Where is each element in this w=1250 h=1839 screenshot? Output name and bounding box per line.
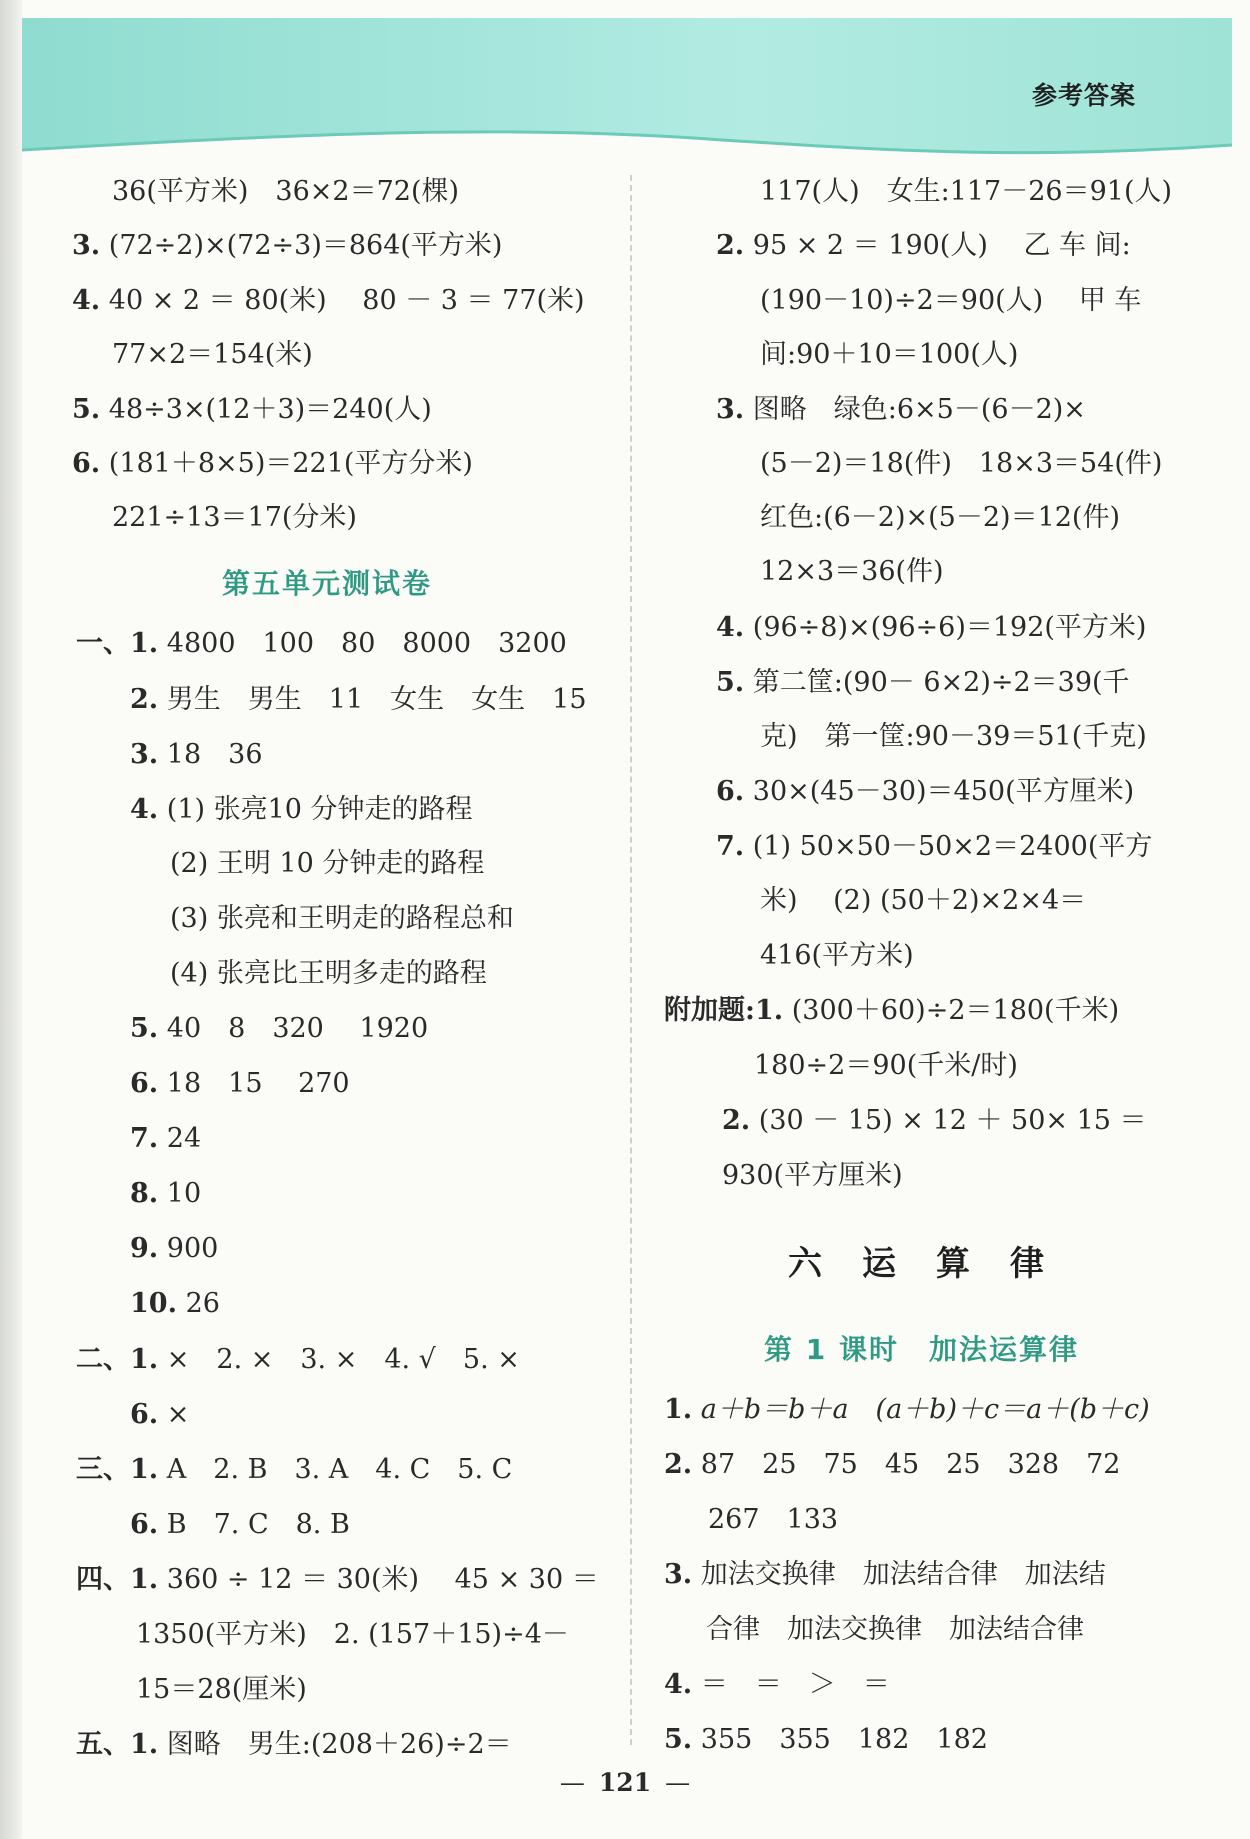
answer-line: 红色:(6－2)×(5－2)＝12(件)	[760, 502, 1120, 533]
answer-line: 克) 第一筐:90－39＝51(千克)	[760, 721, 1147, 752]
answer-line: 7. (1) 50×50－50×2＝2400(平方	[716, 831, 1153, 862]
answer-line: 15＝28(厘米)	[136, 1674, 307, 1705]
answer-line: 3. 图略 绿色:6×5－(6－2)×	[716, 394, 1086, 425]
answer-line: (3) 张亮和王明走的路程总和	[170, 903, 514, 934]
answer-line: 6. (181＋8×5)＝221(平方分米)	[72, 448, 473, 479]
answer-line: 6. 30×(45－30)＝450(平方厘米)	[716, 776, 1135, 807]
answer-line: 4. ＝ ＝ ＞ ＝	[664, 1669, 890, 1700]
answer-line: (5－2)＝18(件) 18×3＝54(件)	[760, 448, 1163, 479]
answer-line: 四、1. 360 ÷ 12 ＝ 30(米) 45 × 30 ＝	[76, 1564, 599, 1595]
answer-line: 6. B 7. C 8. B	[130, 1509, 350, 1540]
answer-line: 5. 40 8 320 1920	[130, 1013, 429, 1044]
answer-line: 3. 18 36	[130, 739, 263, 770]
answer-line: 4. 40 × 2 ＝ 80(米) 80 － 3 ＝ 77(米)	[72, 285, 585, 316]
answer-line: 8. 10	[130, 1178, 202, 1209]
answer-line: 6. ×	[130, 1399, 190, 1430]
section-title: 第五单元测试卷	[222, 567, 433, 600]
answer-line: 2. 男生 男生 11 女生 女生 15	[130, 684, 587, 715]
answer-line: 12×3＝36(件)	[760, 556, 944, 587]
answer-line: 2. 95 × 2 ＝ 190(人) 乙 车 间:	[716, 230, 1131, 261]
answer-line: 416(平方米)	[760, 940, 914, 971]
answer-line: 3. 加法交换律 加法结合律 加法结	[664, 1559, 1106, 1590]
header-title: 参考答案	[1032, 81, 1137, 110]
answer-line: 三、1. A 2. B 3. A 4. C 5. C	[76, 1454, 513, 1485]
answer-line: 3. (72÷2)×(72÷3)＝864(平方米)	[72, 230, 503, 261]
answer-line: 5. 355 355 182 182	[664, 1724, 988, 1755]
column-divider	[630, 175, 632, 1745]
answer-line: 1. a＋b＝b＋a (a＋b)＋c＝a＋(b＋c)	[664, 1394, 1150, 1425]
answer-line: 930(平方厘米)	[722, 1160, 903, 1191]
answer-line: 合律 加法交换律 加法结合律	[706, 1614, 1084, 1645]
answer-line: (4) 张亮比王明多走的路程	[170, 958, 487, 989]
answer-line: (190－10)÷2＝90(人) 甲 车	[760, 285, 1142, 316]
lesson-title: 第 1 课时 加法运算律	[764, 1333, 1079, 1366]
answer-line: 二、1. × 2. × 3. × 4. √ 5. ×	[76, 1344, 520, 1375]
answer-line: 7. 24	[130, 1123, 202, 1154]
answer-line: 6. 18 15 270	[130, 1068, 350, 1099]
answer-line: 77×2＝154(米)	[112, 339, 313, 370]
answer-line: 2. (30 － 15) × 12 ＋ 50× 15 ＝	[722, 1105, 1147, 1136]
answer-line: 10. 26	[130, 1288, 220, 1319]
answer-line: 36(平方米) 36×2＝72(棵)	[112, 176, 460, 207]
answer-line: 一、1. 4800 100 80 8000 3200	[76, 628, 567, 659]
answer-line: 米) (2) (50＋2)×2×4＝	[760, 885, 1087, 916]
answer-line: 5. 48÷3×(12＋3)＝240(人)	[72, 394, 432, 425]
answer-line: 5. 第二筐:(90－ 6×2)÷2＝39(千	[716, 667, 1130, 698]
page-number: — 121 —	[559, 1768, 691, 1797]
answer-line: 267 133	[708, 1504, 839, 1535]
answer-line: (2) 王明 10 分钟走的路程	[170, 848, 485, 879]
answer-line: 五、1. 图略 男生:(208＋26)÷2＝	[76, 1729, 512, 1760]
answer-line: 117(人) 女生:117－26＝91(人)	[760, 176, 1173, 207]
answer-line: 1350(平方米) 2. (157＋15)÷4－	[136, 1619, 569, 1650]
page-edge	[0, 0, 22, 1839]
answer-line: 4. (96÷8)×(96÷6)＝192(平方米)	[716, 612, 1147, 643]
answer-line: 180÷2＝90(千米/时)	[754, 1050, 1018, 1081]
answer-line: 间:90＋10＝100(人)	[760, 339, 1019, 370]
answer-line: 9. 900	[130, 1233, 219, 1264]
answer-line: 4. (1) 张亮10 分钟走的路程	[130, 794, 473, 825]
chapter-title: 六运算律	[788, 1244, 1084, 1284]
answer-line: 附加题:1. (300＋60)÷2＝180(千米)	[664, 995, 1120, 1026]
answer-line: 2. 87 25 75 45 25 328 72	[664, 1449, 1121, 1480]
answer-line: 221÷13＝17(分米)	[112, 502, 357, 533]
